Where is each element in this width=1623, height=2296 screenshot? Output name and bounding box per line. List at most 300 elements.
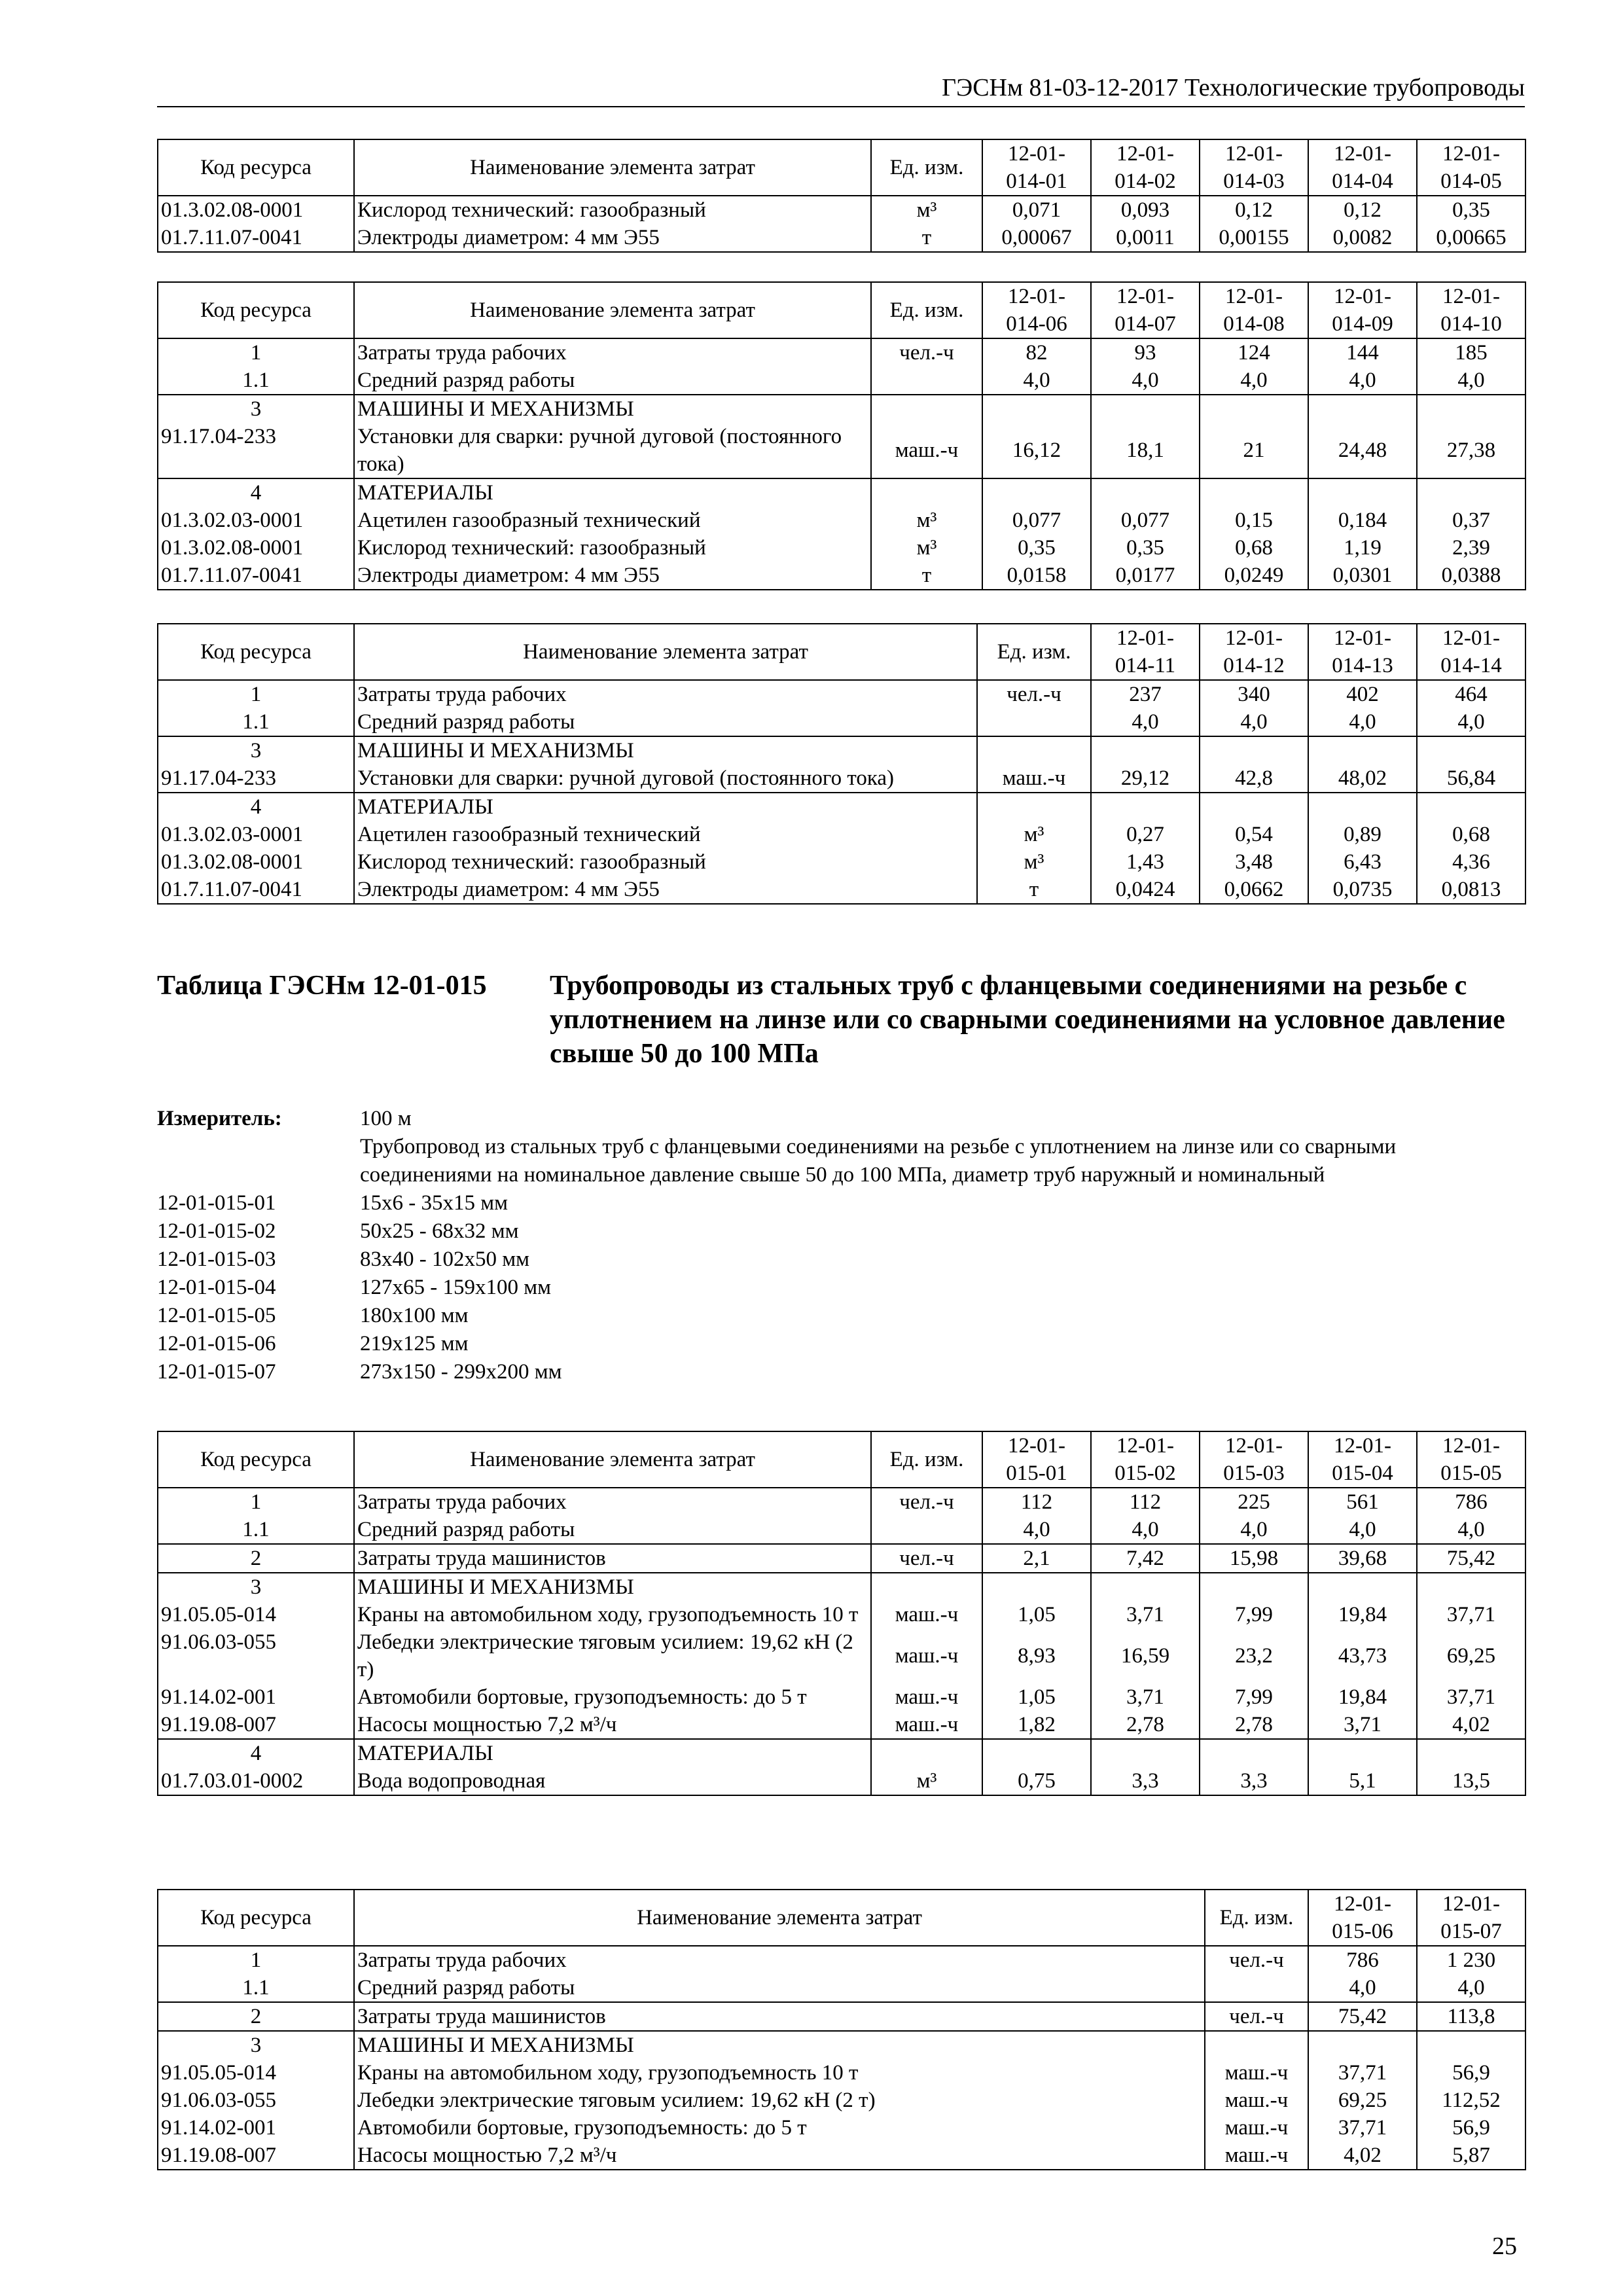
- value-cell: 21: [1200, 423, 1308, 478]
- value-cell: 1,05: [982, 1601, 1091, 1628]
- unit-cell: [1205, 2031, 1308, 2059]
- value-cell: 3,3: [1091, 1767, 1200, 1795]
- resource-code: 1.1: [158, 1516, 354, 1544]
- value-cell: [1417, 1739, 1525, 1767]
- resource-code: 4: [158, 478, 354, 507]
- table-row: [158, 1488, 1525, 1516]
- unit-cell: маш.-ч: [871, 1683, 982, 1711]
- value-cell: 37,71: [1417, 1601, 1525, 1628]
- value-cell: 42,8: [1200, 764, 1308, 793]
- resource-code: 01.3.02.08-0001: [158, 848, 354, 876]
- page-header: ГЭСНм 81-03-12-2017 Технологические трубопроводы: [157, 72, 1525, 107]
- value-cell: 23,2: [1200, 1628, 1308, 1683]
- value-cell: 4,0: [982, 367, 1091, 395]
- item-text: 180x100 мм: [360, 1304, 469, 1327]
- unit-cell: [1205, 1974, 1308, 2002]
- code-header: Код ресурса: [158, 624, 354, 680]
- item-row: [157, 1217, 1525, 1246]
- unit-cell: м³: [871, 507, 982, 534]
- resource-name: Средний разряд работы: [354, 1974, 1205, 2002]
- unit-cell: [871, 395, 982, 423]
- value-cell: 1,05: [982, 1683, 1091, 1711]
- value-cell: 2,1: [982, 1544, 1091, 1573]
- name-header: Наименование элемента затрат: [354, 624, 977, 680]
- norm-code-header: 12-01- 015-05: [1417, 1431, 1525, 1488]
- value-cell: 48,02: [1308, 764, 1417, 793]
- value-cell: [1308, 736, 1417, 764]
- unit-cell: чел.-ч: [871, 1488, 982, 1516]
- value-cell: 0,0011: [1091, 224, 1200, 252]
- resource-name: Затраты труда рабочих: [354, 1946, 1205, 1974]
- norm-code-header: 12-01- 015-02: [1091, 1431, 1200, 1488]
- value-cell: 786: [1417, 1488, 1525, 1516]
- value-cell: 112,52: [1417, 2087, 1525, 2114]
- value-cell: 4,0: [1091, 708, 1200, 736]
- unit-cell: [977, 793, 1091, 821]
- unit-cell: м³: [871, 1767, 982, 1795]
- resource-table-014-06-10: [157, 281, 1526, 590]
- table-row: [158, 1974, 1525, 2002]
- unit-cell: чел.-ч: [871, 1544, 982, 1573]
- norm-code-header: 12-01- 014-13: [1308, 624, 1417, 680]
- norm-code-header: 12-01- 014-03: [1200, 139, 1308, 196]
- table-row: [158, 1683, 1525, 1711]
- table-row: [158, 821, 1525, 848]
- value-cell: 0,68: [1417, 821, 1525, 848]
- norm-code-header: 12-01- 014-08: [1200, 282, 1308, 338]
- item-code: 12-01-015-01: [157, 1191, 276, 1215]
- table-row: [158, 736, 1525, 764]
- item-row: [157, 1330, 1525, 1358]
- resource-name: Насосы мощностью 7,2 м³/ч: [354, 2142, 1205, 2170]
- value-cell: 0,093: [1091, 196, 1200, 224]
- value-cell: 0,0424: [1091, 876, 1200, 904]
- unit-cell: маш.-ч: [977, 764, 1091, 793]
- norm-code-header: 12-01- 014-11: [1091, 624, 1200, 680]
- table-row: [158, 1767, 1525, 1795]
- value-cell: [1091, 1739, 1200, 1767]
- value-cell: 237: [1091, 680, 1200, 708]
- value-cell: 56,9: [1417, 2114, 1525, 2142]
- resource-name: Затраты труда машинистов: [354, 2002, 1205, 2031]
- resource-code: 1.1: [158, 367, 354, 395]
- value-cell: 3,71: [1091, 1683, 1200, 1711]
- value-cell: [1308, 793, 1417, 821]
- value-cell: 0,0813: [1417, 876, 1525, 904]
- value-cell: [1308, 1739, 1417, 1767]
- resource-table-015-06-07: [157, 1889, 1526, 2170]
- value-cell: [1308, 478, 1417, 507]
- value-cell: [1417, 793, 1525, 821]
- resource-name: Автомобили бортовые, грузоподъемность: до 5 т: [354, 1683, 871, 1711]
- table-row: [158, 507, 1525, 534]
- resource-code: 1: [158, 1946, 354, 1974]
- table-row: [158, 395, 1525, 423]
- value-cell: [1417, 395, 1525, 423]
- norm-code-header: 12-01- 014-02: [1091, 139, 1200, 196]
- value-cell: 27,38: [1417, 423, 1525, 478]
- value-cell: 340: [1200, 680, 1308, 708]
- resource-name: Затраты труда рабочих: [354, 338, 871, 367]
- table-row: [158, 2114, 1525, 2142]
- unit-cell: маш.-ч: [871, 1711, 982, 1739]
- table-row: [158, 848, 1525, 876]
- item-code: 12-01-015-05: [157, 1304, 276, 1327]
- table-row: [158, 1711, 1525, 1739]
- value-cell: 1,82: [982, 1711, 1091, 1739]
- norm-code-header: 12-01- 014-06: [982, 282, 1091, 338]
- table-row: [158, 1601, 1525, 1628]
- value-cell: 124: [1200, 338, 1308, 367]
- value-cell: [1200, 478, 1308, 507]
- resource-code: 1.1: [158, 1974, 354, 2002]
- resource-name: МАШИНЫ И МЕХАНИЗМЫ: [354, 2031, 1205, 2059]
- item-code: 12-01-015-03: [157, 1247, 276, 1271]
- value-cell: 0,0301: [1308, 562, 1417, 590]
- value-cell: 37,71: [1308, 2059, 1417, 2087]
- value-cell: 4,02: [1417, 1711, 1525, 1739]
- unit-cell: [871, 1573, 982, 1601]
- value-cell: 37,71: [1417, 1683, 1525, 1711]
- value-cell: [1417, 2031, 1525, 2059]
- value-cell: 16,59: [1091, 1628, 1200, 1683]
- table-title: Трубопроводы из стальных труб с фланцевыми соединениями на резьбе с уплотнением на линзе или со сварными соединениями на условное давление свыше 50 до 100 МПа: [550, 971, 1505, 1069]
- resource-name: Лебедки электрические тяговым усилием: 19,62 кН (2 т): [354, 1628, 871, 1683]
- meter-block: [157, 1105, 1525, 1386]
- value-cell: 4,0: [1200, 708, 1308, 736]
- resource-code: 91.05.05-014: [158, 2059, 354, 2087]
- value-cell: [982, 1573, 1091, 1601]
- value-cell: 4,0: [1200, 1516, 1308, 1544]
- resource-code: 01.3.02.08-0001: [158, 196, 354, 224]
- value-cell: 0,68: [1200, 534, 1308, 562]
- value-cell: [1091, 1573, 1200, 1601]
- name-header: Наименование элемента затрат: [354, 1431, 871, 1488]
- value-cell: [1091, 793, 1200, 821]
- unit-header: Ед. изм.: [977, 624, 1091, 680]
- value-cell: 1 230: [1417, 1946, 1525, 1974]
- norm-code-header: 12-01- 015-04: [1308, 1431, 1417, 1488]
- value-cell: 3,71: [1308, 1711, 1417, 1739]
- resource-code: 01.7.11.07-0041: [158, 562, 354, 590]
- table-row: [158, 1516, 1525, 1544]
- value-cell: 4,0: [982, 1516, 1091, 1544]
- table-row: [158, 708, 1525, 736]
- value-cell: [982, 478, 1091, 507]
- value-cell: 185: [1417, 338, 1525, 367]
- unit-cell: [871, 367, 982, 395]
- table-row: [158, 367, 1525, 395]
- resource-name: Средний разряд работы: [354, 367, 871, 395]
- table-row: [158, 2031, 1525, 2059]
- unit-cell: маш.-ч: [1205, 2114, 1308, 2142]
- value-cell: 0,00067: [982, 224, 1091, 252]
- value-cell: 0,54: [1200, 821, 1308, 848]
- resource-name: Электроды диаметром: 4 мм Э55: [354, 224, 871, 252]
- value-cell: 0,0082: [1308, 224, 1417, 252]
- resource-code: 3: [158, 736, 354, 764]
- unit-cell: [871, 478, 982, 507]
- value-cell: 0,0158: [982, 562, 1091, 590]
- value-cell: [982, 395, 1091, 423]
- value-cell: 2,78: [1091, 1711, 1200, 1739]
- norm-code-header: 12-01- 014-10: [1417, 282, 1525, 338]
- unit-cell: маш.-ч: [1205, 2059, 1308, 2087]
- value-cell: [1200, 1739, 1308, 1767]
- resource-code: 91.05.05-014: [158, 1601, 354, 1628]
- value-cell: 0,077: [1091, 507, 1200, 534]
- item-text: 83x40 - 102x50 мм: [360, 1247, 530, 1271]
- table-row: [158, 1628, 1525, 1683]
- value-cell: 43,73: [1308, 1628, 1417, 1683]
- value-cell: 113,8: [1417, 2002, 1525, 2031]
- page-number: 25: [1492, 2233, 1517, 2260]
- resource-table-015-01-05: [157, 1431, 1526, 1796]
- item-row: [157, 1274, 1525, 1302]
- value-cell: 5,1: [1308, 1767, 1417, 1795]
- norm-code-header: 12-01- 015-07: [1417, 1890, 1525, 1946]
- table-row: [158, 793, 1525, 821]
- resource-name: Средний разряд работы: [354, 1516, 871, 1544]
- resource-name: Установки для сварки: ручной дуговой (постоянного тока): [354, 423, 871, 478]
- value-cell: 4,0: [1417, 1516, 1525, 1544]
- norm-code-header: 12-01- 014-09: [1308, 282, 1417, 338]
- item-code: 12-01-015-02: [157, 1219, 276, 1243]
- table-row: [158, 764, 1525, 793]
- value-cell: 4,0: [1308, 708, 1417, 736]
- value-cell: 4,36: [1417, 848, 1525, 876]
- item-text: 127x65 - 159x100 мм: [360, 1276, 552, 1299]
- norm-code-header: 12-01- 014-05: [1417, 139, 1525, 196]
- resource-code: 91.06.03-055: [158, 2087, 354, 2114]
- norm-code-header: 12-01- 014-14: [1417, 624, 1525, 680]
- unit-cell: маш.-ч: [871, 1628, 982, 1683]
- value-cell: 4,0: [1417, 708, 1525, 736]
- table-row: [158, 196, 1525, 224]
- value-cell: [1308, 1573, 1417, 1601]
- unit-cell: маш.-ч: [1205, 2087, 1308, 2114]
- value-cell: [1417, 1573, 1525, 1601]
- value-cell: 7,99: [1200, 1601, 1308, 1628]
- value-cell: 4,0: [1308, 367, 1417, 395]
- value-cell: 561: [1308, 1488, 1417, 1516]
- value-cell: 18,1: [1091, 423, 1200, 478]
- item-text: 15x6 - 35x15 мм: [360, 1191, 508, 1215]
- unit-cell: т: [871, 224, 982, 252]
- value-cell: 75,42: [1417, 1544, 1525, 1573]
- value-cell: 0,0735: [1308, 876, 1417, 904]
- norm-code-header: 12-01- 015-01: [982, 1431, 1091, 1488]
- table-row: [158, 1544, 1525, 1573]
- value-cell: [1091, 478, 1200, 507]
- resource-table-014-01-05: [157, 139, 1526, 253]
- resource-name: Автомобили бортовые, грузоподъемность: до 5 т: [354, 2114, 1205, 2142]
- value-cell: 4,0: [1091, 1516, 1200, 1544]
- resource-name: Краны на автомобильном ходу, грузоподъемность 10 т: [354, 1601, 871, 1628]
- unit-cell: чел.-ч: [1205, 1946, 1308, 1974]
- table-row: [158, 478, 1525, 507]
- resource-code: 1: [158, 680, 354, 708]
- resource-code: 2: [158, 1544, 354, 1573]
- norm-code-header: 12-01- 014-07: [1091, 282, 1200, 338]
- value-cell: [1308, 2031, 1417, 2059]
- resource-code: 2: [158, 2002, 354, 2031]
- resource-code: 01.3.02.03-0001: [158, 507, 354, 534]
- item-text: 219x125 мм: [360, 1332, 469, 1355]
- value-cell: 24,48: [1308, 423, 1417, 478]
- value-cell: 93: [1091, 338, 1200, 367]
- norm-code-header: 12-01- 014-12: [1200, 624, 1308, 680]
- value-cell: 4,0: [1091, 367, 1200, 395]
- value-cell: 112: [1091, 1488, 1200, 1516]
- value-cell: 37,71: [1308, 2114, 1417, 2142]
- resource-code: 3: [158, 1573, 354, 1601]
- value-cell: 464: [1417, 680, 1525, 708]
- item-row: [157, 1358, 1525, 1386]
- value-cell: 0,0177: [1091, 562, 1200, 590]
- value-cell: 0,27: [1091, 821, 1200, 848]
- unit-cell: м³: [871, 534, 982, 562]
- value-cell: 19,84: [1308, 1683, 1417, 1711]
- unit-cell: [871, 1516, 982, 1544]
- value-cell: 0,75: [982, 1767, 1091, 1795]
- resource-code: 01.3.02.03-0001: [158, 821, 354, 848]
- value-cell: 4,0: [1308, 1516, 1417, 1544]
- resource-code: 4: [158, 793, 354, 821]
- code-header: Код ресурса: [158, 1431, 354, 1488]
- value-cell: 786: [1308, 1946, 1417, 1974]
- value-cell: 19,84: [1308, 1601, 1417, 1628]
- unit-cell: маш.-ч: [871, 423, 982, 478]
- table-row: [158, 2142, 1525, 2170]
- value-cell: [1417, 478, 1525, 507]
- resource-name: Затраты труда рабочих: [354, 680, 977, 708]
- resource-name: Затраты труда рабочих: [354, 1488, 871, 1516]
- resource-name: Затраты труда машинистов: [354, 1544, 871, 1573]
- resource-code: 91.14.02-001: [158, 2114, 354, 2142]
- value-cell: 0,00665: [1417, 224, 1525, 252]
- table-row: [158, 2002, 1525, 2031]
- code-header: Код ресурса: [158, 1890, 354, 1946]
- resource-name: МАШИНЫ И МЕХАНИЗМЫ: [354, 736, 977, 764]
- value-cell: 112: [982, 1488, 1091, 1516]
- value-cell: [1308, 395, 1417, 423]
- value-cell: [1417, 736, 1525, 764]
- unit-cell: т: [871, 562, 982, 590]
- value-cell: 0,0249: [1200, 562, 1308, 590]
- table-row: [158, 1573, 1525, 1601]
- value-cell: 5,87: [1417, 2142, 1525, 2170]
- value-cell: 69,25: [1417, 1628, 1525, 1683]
- resource-code: 3: [158, 2031, 354, 2059]
- value-cell: 7,42: [1091, 1544, 1200, 1573]
- value-cell: 2,39: [1417, 534, 1525, 562]
- value-cell: 6,43: [1308, 848, 1417, 876]
- table-row: [158, 224, 1525, 252]
- value-cell: 0,35: [1091, 534, 1200, 562]
- resource-code: 91.17.04-233: [158, 764, 354, 793]
- resource-code: 91.17.04-233: [158, 423, 354, 478]
- value-cell: 2,78: [1200, 1711, 1308, 1739]
- table-row: [158, 876, 1525, 904]
- value-cell: 56,9: [1417, 2059, 1525, 2087]
- value-cell: [1200, 395, 1308, 423]
- table-row: [158, 2087, 1525, 2114]
- norm-code-header: 12-01- 014-04: [1308, 139, 1417, 196]
- resource-code: 91.19.08-007: [158, 2142, 354, 2170]
- norm-code-header: 12-01- 014-01: [982, 139, 1091, 196]
- value-cell: 225: [1200, 1488, 1308, 1516]
- item-code: 12-01-015-04: [157, 1276, 276, 1299]
- value-cell: 0,35: [1417, 196, 1525, 224]
- name-header: Наименование элемента затрат: [354, 282, 871, 338]
- resource-code: 1.1: [158, 708, 354, 736]
- meter-value: 100 м: [360, 1107, 412, 1130]
- resource-code: 91.19.08-007: [158, 1711, 354, 1739]
- norm-code-header: 12-01- 015-03: [1200, 1431, 1308, 1488]
- resource-name: Кислород технический: газообразный: [354, 196, 871, 224]
- code-header: Код ресурса: [158, 139, 354, 196]
- value-cell: 16,12: [982, 423, 1091, 478]
- value-cell: 4,0: [1417, 367, 1525, 395]
- table-row: [158, 562, 1525, 590]
- table-number: Таблица ГЭСНм 12-01-015: [157, 971, 487, 1001]
- value-cell: 1,43: [1091, 848, 1200, 876]
- value-cell: 0,12: [1308, 196, 1417, 224]
- value-cell: 3,71: [1091, 1601, 1200, 1628]
- value-cell: 0,35: [982, 534, 1091, 562]
- unit-cell: чел.-ч: [977, 680, 1091, 708]
- value-cell: 0,89: [1308, 821, 1417, 848]
- value-cell: [1200, 793, 1308, 821]
- value-cell: 29,12: [1091, 764, 1200, 793]
- resource-code: 1: [158, 1488, 354, 1516]
- unit-header: Ед. изм.: [871, 282, 982, 338]
- value-cell: 0,071: [982, 196, 1091, 224]
- value-cell: [1200, 1573, 1308, 1601]
- resource-name: Средний разряд работы: [354, 708, 977, 736]
- value-cell: 0,077: [982, 507, 1091, 534]
- resource-name: Насосы мощностью 7,2 м³/ч: [354, 1711, 871, 1739]
- norm-code-header: 12-01- 015-06: [1308, 1890, 1417, 1946]
- resource-name: Вода водопроводная: [354, 1767, 871, 1795]
- unit-header: Ед. изм.: [871, 139, 982, 196]
- value-cell: 0,184: [1308, 507, 1417, 534]
- item-text: 50x25 - 68x32 мм: [360, 1219, 519, 1243]
- unit-cell: м³: [871, 196, 982, 224]
- table-row: [158, 423, 1525, 478]
- table-row: [158, 534, 1525, 562]
- unit-cell: м³: [977, 848, 1091, 876]
- value-cell: 0,00155: [1200, 224, 1308, 252]
- value-cell: [1091, 395, 1200, 423]
- value-cell: 1,19: [1308, 534, 1417, 562]
- value-cell: 82: [982, 338, 1091, 367]
- resource-name: МАТЕРИАЛЫ: [354, 478, 871, 507]
- value-cell: 0,0662: [1200, 876, 1308, 904]
- item-text: 273x150 - 299x200 мм: [360, 1360, 562, 1384]
- item-code: 12-01-015-06: [157, 1332, 276, 1355]
- table-row: [158, 1739, 1525, 1767]
- resource-code: 91.06.03-055: [158, 1628, 354, 1683]
- code-header: Код ресурса: [158, 282, 354, 338]
- resource-name: Лебедки электрические тяговым усилием: 19,62 кН (2 т): [354, 2087, 1205, 2114]
- value-cell: 0,15: [1200, 507, 1308, 534]
- resource-name: Ацетилен газообразный технический: [354, 821, 977, 848]
- value-cell: 4,02: [1308, 2142, 1417, 2170]
- unit-cell: маш.-ч: [871, 1601, 982, 1628]
- value-cell: 7,99: [1200, 1683, 1308, 1711]
